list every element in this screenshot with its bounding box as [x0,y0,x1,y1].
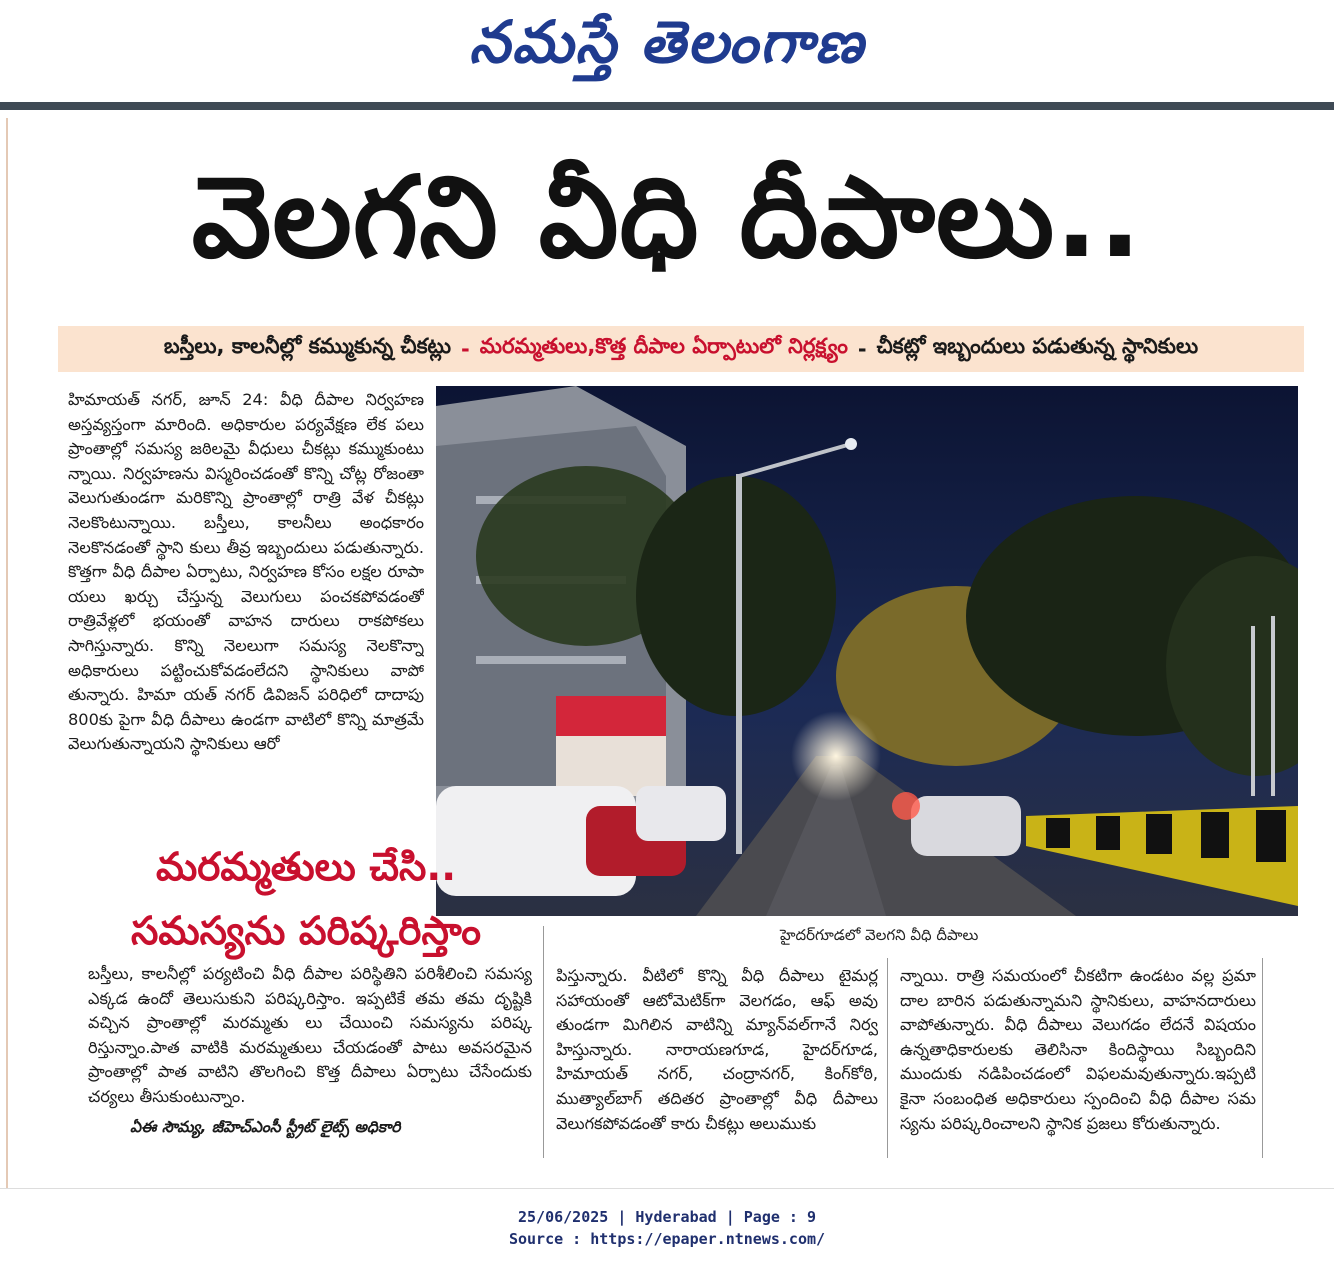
subhead-part-3: చీకట్లో ఇబ్బందులు పడుతున్న స్థానికులు [876,334,1199,358]
column-divider-1 [543,926,544,1158]
pull-quote-line-2: సమస్యను పరిష్కరిస్తాం [131,909,481,954]
column-divider-3 [1262,958,1263,1158]
footer-source: Source : https://epaper.ntnews.com/ [508,1230,826,1248]
footer-date-page: 25/06/2025 | Hyderabad | Page : 9 [517,1208,816,1226]
pull-quote [76,836,536,964]
night-street-illustration [436,386,1298,916]
official-quote-body: బస్తీలు, కాలనీల్లో పర్యటించి వీధి దీపాల పరిస్థితిని పరిశీలించి సమస్య ఎక్కడ ఉందో తెలుసుకుని పరిష్కరిస్తాం. ఇప్పటికే తమ తమ దృష్టికి వచ్చిన ప్రాంతాల్లో మరమ్మతు లు చేయించి సమస్యను పరిష్క రిస్తున్నాం.పాత వాటికి మరమ్మతులు చేయడంతో పాటు అవసరమైన ప్రాంతాల్లో పాత వాటిని తొలగించి కొత్త దీపాలు ఏర్పాటు చేసేందుకు చర్యలు తీసుకుంటున్నాం. [88,964,532,1106]
subhead-part-1: బస్తీలు, కాలనీల్లో కమ్ముకున్న చీకట్లు [163,334,452,358]
bottom-rule [0,1188,1334,1189]
subheadline-strip [58,326,1304,372]
masthead-rule [0,102,1334,110]
photo-caption: హైదర్‌గూడలో వెలగని వీధి దీపాలు [780,926,979,944]
official-signature: ఏఈ సౌమ్య, జీహెచ్ఎంసీ స్ట్రీట్ లైట్స్ అధికారి [130,1118,401,1136]
subhead-separator-2: - [857,337,867,361]
newspaper-logo: నమస్తే తెలంగాణ [469,8,865,76]
headline: వెలగని వీధి దీపాలు.. [191,153,1143,283]
pull-quote-line-1: మరమ్మతులు చేసి.. [155,845,457,890]
subhead-separator-1: - [461,337,470,361]
subhead-part-2: మరమ్మతులు,కొత్త దీపాల ఏర్పాటులో నిర్లక్ష్యం [479,334,848,358]
article-column-1: హిమాయత్ నగర్, జూన్ 24: వీధి దీపాల నిర్వహణ అస్తవ్యస్తంగా మారింది. అధికారుల పర్యవేక్షణ లేక పలు ప్రాంతాల్లో సమస్య జఠిలమై వీధులు చీకట్లు కమ్ముకుంటు న్నాయి. నిర్వహణను విస్మరించడంతో కొన్ని చోట్ల రోజంతా వెలుగుతుండగా మరికొన్ని ప్రాంతాల్లో రాత్రి వేళ చీకట్లు నెలకొంటున్నాయి. బస్తీలు, కాలనీలు అంధకారం నెలకొనడంతో స్థాని కులు తీవ్ర ఇబ్బందులు పడుతున్నారు. కొత్తగా వీధి దీపాల ఏర్పాటు, నిర్వహణ కోసం లక్షల రూపా యలు ఖర్చు చేస్తున్న వెలుగులు పంచకపోవడంతో రాత్రివేళ్లలో భయంతో వాహన దారులు రాకపోకలు సాగిస్తున్నారు. కొన్ని నెలలుగా సమస్య నెలకొన్నా అధికారులు పట్టించుకోవడంలేదని స్థానికులు వాపో తున్నారు. హిమా యత్ నగర్ డివిజన్ పరిధిలో దాదాపు 800కు పైగా వీధి దీపాలు ఉండగా వాటిలో కొన్ని మాత్రమే వెలుగుతున్నాయని స్థానికులు ఆరో [68,390,424,754]
column-divider-2 [887,958,888,1158]
masthead [0,0,1334,100]
article-column-3: న్నాయి. రాత్రి సమయంలో చీకటిగా ఉండటం వల్ల ప్రమా దాల బారిన పడుతున్నామని స్థానికులు, వాహనదారులు వాపోతున్నారు. వీధి దీపాలు వెలుగడం లేదనే విషయం ఉన్నతాధికారులకు తెలిసినా కిందిస్థాయి సిబ్బందిని ముందుకు నడిపించడంలో విఫలమవుతున్నారు.ఇప్పటి కైనా సంబంధిత అధికారులు స్పందించి వీధి దీపాల సమ స్యను పరిష్కరించాలని స్థానిక ప్రజలు కోరుతున్నారు. [900,966,1256,1133]
street-photo [436,386,1298,916]
article-column-2: పిస్తున్నారు. వీటిలో కొన్ని వీధి దీపాలు టైమర్ల సహాయంతో ఆటోమెటిక్‌గా వెలగడం, ఆఫ్ అవు తుండగా మిగిలిన వాటిన్ని మ్యాన్‌వల్‌గానే నిర్వ హిస్తున్నారు. నారాయణగూడ, హైదర్‌గూడ, హిమాయత్ నగర్, చంద్రానగర్, కింగ్‌కోఠి, ముత్యాల్‌బాగ్ తదితర ప్రాంతాల్లో వీధి దీపాలు వెలుగకపోవడంతో కారు చీకట్లు అలుముకు [556,966,878,1133]
